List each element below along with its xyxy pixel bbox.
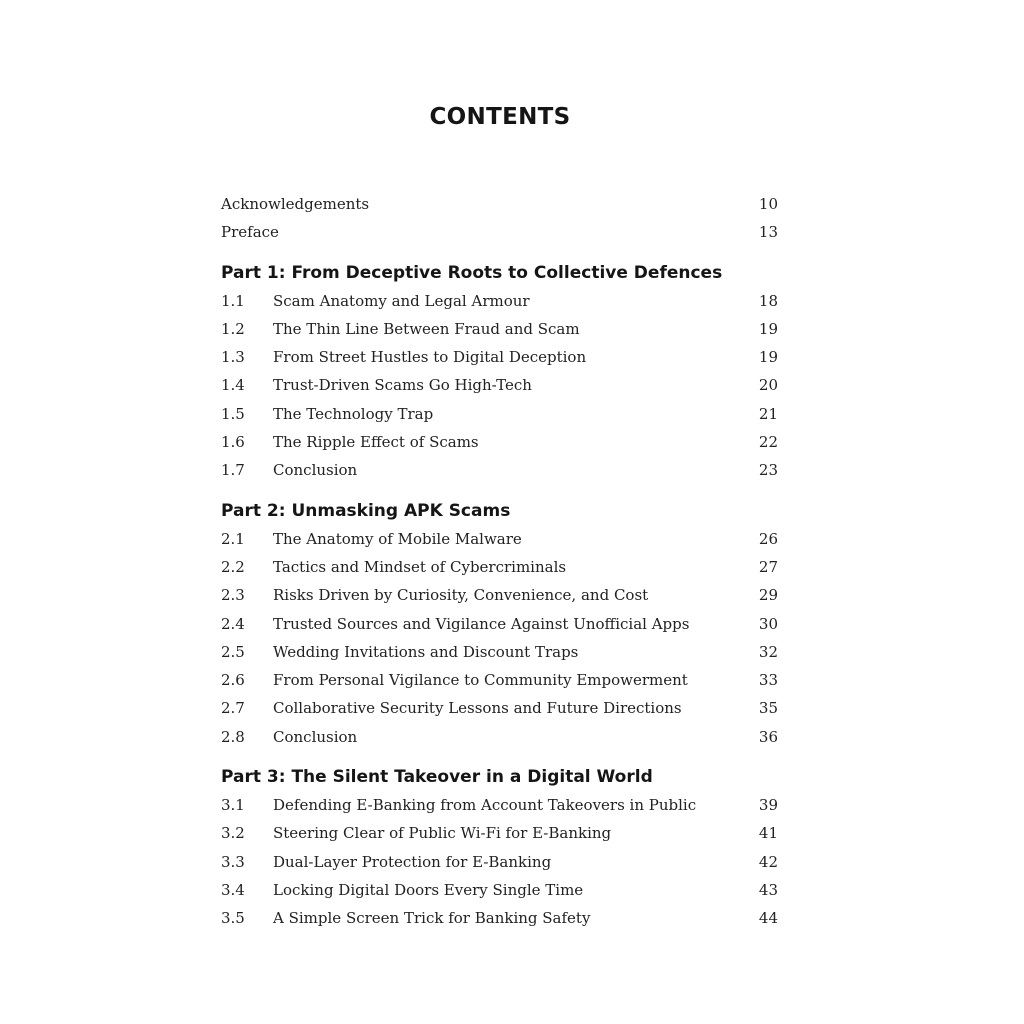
toc-entry-label: Preface (221, 223, 279, 242)
toc-entry-number: 1.7 (221, 461, 245, 480)
toc-entry (221, 791, 781, 819)
toc-entry-number: 3.4 (221, 880, 245, 899)
toc-entry (221, 638, 781, 666)
toc-entry-label: Collaborative Security Lessons and Future Directions (273, 699, 682, 718)
toc-entry-label: Scam Anatomy and Legal Armour (273, 291, 530, 310)
toc-entry-page: 41 (758, 824, 778, 843)
toc-entry-page: 42 (758, 852, 778, 871)
toc-entry-page: 39 (758, 796, 778, 815)
toc-entry (221, 876, 781, 904)
toc-entry (221, 343, 781, 371)
toc-entry-label: Acknowledgements (221, 195, 370, 213)
toc-entry-page: 30 (758, 614, 778, 633)
toc-entry-number: 2.6 (221, 671, 245, 690)
toc-entry (221, 287, 781, 315)
toc-entry-number: 3.1 (221, 796, 245, 815)
toc-entry-page: 36 (758, 727, 778, 746)
toc-entry-page: 18 (758, 291, 778, 310)
toc-entry-label: Trusted Sources and Vigilance Against Unofficial Apps (273, 614, 690, 633)
toc-entry-number: 1.4 (221, 376, 245, 395)
toc-entry-number: 3.5 (221, 909, 245, 928)
toc-entry-label: Trust-Driven Scams Go High-Tech (273, 376, 532, 395)
part-1-section (221, 259, 781, 485)
toc-entry (221, 848, 781, 876)
toc-entry-label: Tactics and Mindset of Cybercriminals (273, 557, 567, 576)
toc-entry-page: 19 (758, 319, 778, 338)
toc-entry-label: The Anatomy of Mobile Malware (273, 529, 522, 548)
toc-entry-number: 3.3 (221, 852, 245, 871)
toc-entry-label: Locking Digital Doors Every Single Time (273, 880, 584, 899)
toc-entry (221, 581, 781, 609)
toc-entry-page: 33 (758, 671, 778, 690)
page-title: CONTENTS (429, 104, 571, 130)
toc-entry-page: 43 (758, 880, 778, 899)
toc-entry-page: 22 (758, 433, 778, 452)
toc-entry-label: Wedding Invitations and Discount Traps (273, 642, 579, 661)
toc-entry-number: 2.1 (221, 529, 245, 548)
toc-entry (221, 819, 781, 847)
toc-entry-page: 19 (758, 348, 778, 367)
part-heading: Part 3: The Silent Takeover in a Digital World (221, 767, 653, 788)
toc-entry (221, 456, 781, 484)
toc-entry-page: 44 (758, 909, 778, 928)
toc-entry-label: From Personal Vigilance to Community Empowerment (273, 671, 688, 690)
toc-entry (221, 525, 781, 553)
part-3-section (221, 763, 781, 932)
toc-entry-page: 21 (758, 404, 778, 423)
toc-entry-page: 13 (758, 223, 778, 242)
toc-entry-number: 2.4 (221, 614, 245, 633)
toc-entry (221, 553, 781, 581)
table-of-contents (221, 190, 781, 933)
toc-entry-label: From Street Hustles to Digital Deception (273, 348, 587, 367)
toc-entry (221, 371, 781, 399)
toc-entry-number: 2.2 (221, 557, 245, 576)
part-heading: Part 1: From Deceptive Roots to Collective Defences (221, 262, 723, 283)
toc-entry (221, 400, 781, 428)
toc-entry-number: 1.6 (221, 433, 245, 452)
toc-entry-page: 29 (758, 586, 778, 605)
toc-entry-acknowledgements (221, 190, 781, 218)
toc-entry-label: Risks Driven by Curiosity, Convenience, and Cost (273, 586, 649, 605)
toc-entry-number: 1.2 (221, 319, 245, 338)
toc-entry-page: 10 (758, 195, 778, 213)
toc-entry-number: 1.5 (221, 404, 245, 423)
toc-entry (221, 428, 781, 456)
toc-entry-page: 35 (758, 699, 778, 718)
toc-entry-label: Conclusion (273, 461, 358, 480)
toc-entry-label: The Thin Line Between Fraud and Scam (273, 319, 580, 338)
toc-entry-number: 2.8 (221, 727, 245, 746)
toc-entry-number: 2.5 (221, 642, 245, 661)
part-heading: Part 2: Unmasking APK Scams (221, 500, 511, 521)
toc-entry-label: The Ripple Effect of Scams (273, 433, 479, 452)
toc-entry (221, 694, 781, 722)
toc-entry-page: 20 (758, 376, 778, 395)
toc-entry-label: A Simple Screen Trick for Banking Safety (273, 909, 591, 928)
toc-entry-page: 32 (758, 642, 778, 661)
toc-entry-preface (221, 218, 781, 246)
toc-entry-number: 3.2 (221, 824, 245, 843)
toc-entry (221, 315, 781, 343)
toc-entry-page: 26 (758, 529, 778, 548)
toc-entry (221, 904, 781, 932)
toc-entry-number: 1.3 (221, 348, 245, 367)
toc-entry-label: Dual-Layer Protection for E-Banking (273, 852, 552, 871)
toc-entry-label: Conclusion (273, 727, 358, 746)
toc-entry (221, 666, 781, 694)
toc-entry-number: 1.1 (221, 291, 245, 310)
toc-entry-page: 27 (758, 557, 778, 576)
toc-entry-page: 23 (758, 461, 778, 480)
toc-entry-label: The Technology Trap (273, 404, 434, 423)
part-2-section (221, 497, 781, 751)
toc-entry-label: Defending E-Banking from Account Takeovers in Public (273, 796, 697, 815)
toc-entry (221, 723, 781, 751)
toc-entry-number: 2.3 (221, 586, 245, 605)
toc-entry-label: Steering Clear of Public Wi-Fi for E-Banking (273, 824, 612, 843)
toc-entry (221, 610, 781, 638)
toc-entry-number: 2.7 (221, 699, 245, 718)
